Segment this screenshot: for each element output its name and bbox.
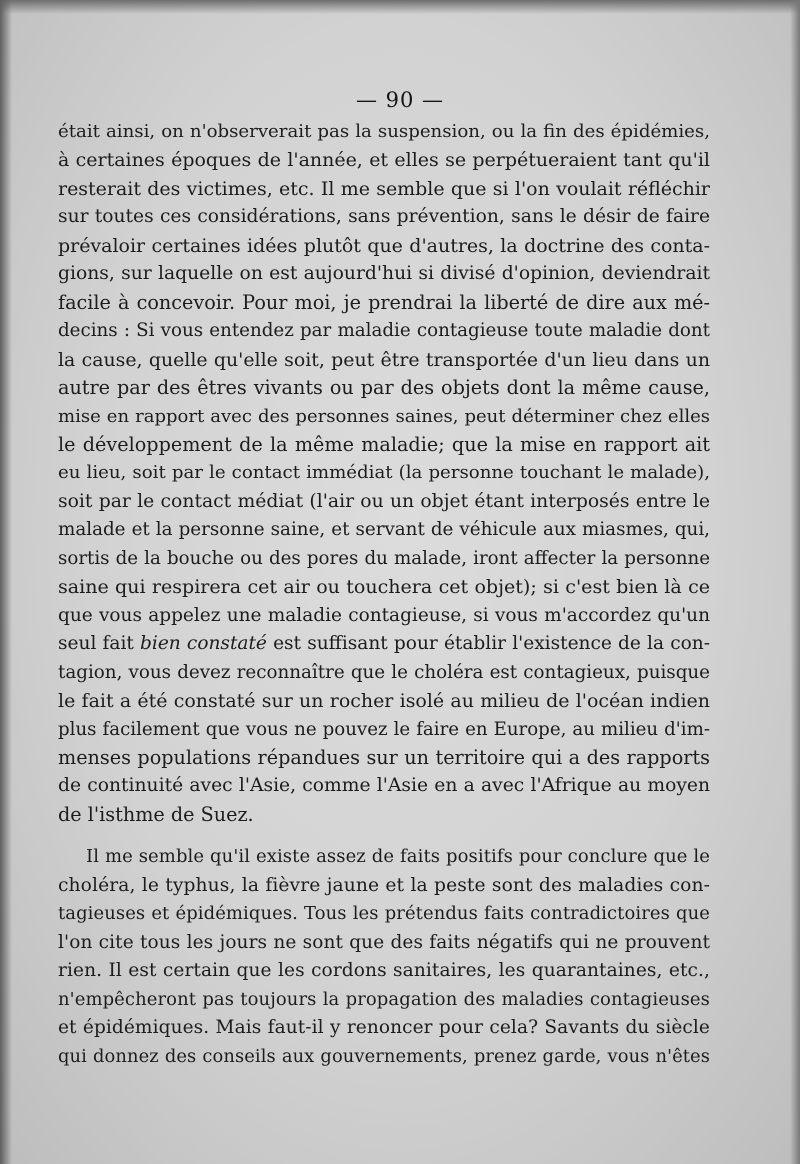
text-line: tagion, vous devez reconnaître que le choléra est contagieux, puisque bbox=[58, 661, 710, 683]
text-line: saine qui respirera cet air ou touchera cet objet); si c'est bien là ce bbox=[58, 576, 710, 599]
text-line: autre par des êtres vivants ou par des objets dont la même cause, bbox=[58, 376, 710, 400]
text-line: la cause, quelle qu'elle soit, peut être transportée d'un lieu dans un bbox=[58, 348, 710, 371]
text-line: de l'isthme de Suez. bbox=[58, 802, 254, 826]
page-number: — 90 — bbox=[355, 88, 445, 112]
text-line: facile à concevoir. Pour moi, je prendrai la liberté de dire aux mé- bbox=[58, 290, 710, 314]
paragraph-1 bbox=[58, 118, 710, 829]
text-line: menses populations répandues sur un territoire qui a des rapports bbox=[58, 745, 710, 769]
text-line: sur toutes ces considérations, sans prévention, sans le désir de faire bbox=[58, 206, 710, 228]
page-shadow-left bbox=[0, 0, 12, 1164]
text-line: sortis de la bouche ou des pores du malade, iront affecter la personne bbox=[58, 547, 710, 569]
text-line: l'on cite tous les jours ne sont que des faits négatifs qui ne prouvent bbox=[58, 931, 710, 953]
text-line: mise en rapport avec des personnes saines, peut déterminer chez elles bbox=[58, 405, 710, 427]
text-line: n'empêcheront pas toujours la propagation des maladies contagieuses bbox=[58, 988, 710, 1010]
text-line: et épidémiques. Mais faut-il y renoncer pour cela? Savants du siècle bbox=[58, 1017, 710, 1039]
text-line: à certaines époques de l'année, et elles se perpétueraient tant qu'il bbox=[58, 149, 710, 172]
text-run: seul fait bbox=[58, 633, 141, 655]
text-line: prévaloir certaines idées plutôt que d'autres, la doctrine des conta- bbox=[58, 234, 710, 257]
text-line: était ainsi, on n'observerait pas la suspension, ou la fin des épidémies, bbox=[58, 121, 710, 142]
text-line: eu lieu, soit par le contact immédiat (la personne touchant le malade), bbox=[58, 462, 710, 484]
text-line: plus facilement que vous ne pouvez le faire en Europe, au milieu d'im- bbox=[58, 718, 710, 740]
text-line: soit par le contact médiat (l'air ou un objet étant interposés entre le bbox=[58, 490, 710, 512]
text-line: gions, sur laquelle on est aujourd'hui si divisé d'opinion, deviendrait bbox=[58, 263, 710, 285]
text-line: resterait des victimes, etc. Il me semble que si l'on voulait réfléchir bbox=[58, 177, 710, 200]
text-line: de continuité avec l'Asie, comme l'Asie en a avec l'Afrique au moyen bbox=[58, 775, 710, 797]
paragraph-2 bbox=[58, 843, 710, 1071]
italic-phrase: bien constaté bbox=[140, 633, 267, 655]
page-shadow-right bbox=[790, 0, 800, 1164]
text-line: qui donnez des conseils aux gouvernements, prenez garde, vous n'êtes bbox=[58, 1045, 710, 1067]
text-line: rien. Il est certain que les cordons sanitaires, les quarantaines, etc., bbox=[58, 960, 710, 982]
text-line-with-italic bbox=[58, 630, 710, 658]
page-shadow-top bbox=[0, 0, 800, 14]
text-line: le développement de la même maladie; que la mise en rapport ait bbox=[58, 432, 710, 456]
text-line: tagieuses et épidémiques. Tous les prétendus faits contradictoires que bbox=[58, 903, 710, 925]
body-text bbox=[58, 118, 710, 1071]
text-run: est suffisant pour établir l'existence de la con- bbox=[266, 633, 710, 655]
text-line: le fait a été constaté sur un rocher isolé au milieu de l'océan indien bbox=[58, 690, 710, 713]
text-line: Il me semble qu'il existe assez de faits positifs pour conclure que le bbox=[86, 846, 710, 868]
text-line: choléra, le typhus, la fièvre jaune et la peste sont des maladies con- bbox=[58, 874, 710, 896]
text-line: malade et la personne saine, et servant de véhicule aux miasmes, qui, bbox=[58, 519, 710, 541]
text-line: decins : Si vous entendez par maladie contagieuse toute maladie dont bbox=[58, 320, 710, 342]
text-line: que vous appelez une maladie contagieuse, si vous m'accordez qu'un bbox=[58, 604, 710, 626]
